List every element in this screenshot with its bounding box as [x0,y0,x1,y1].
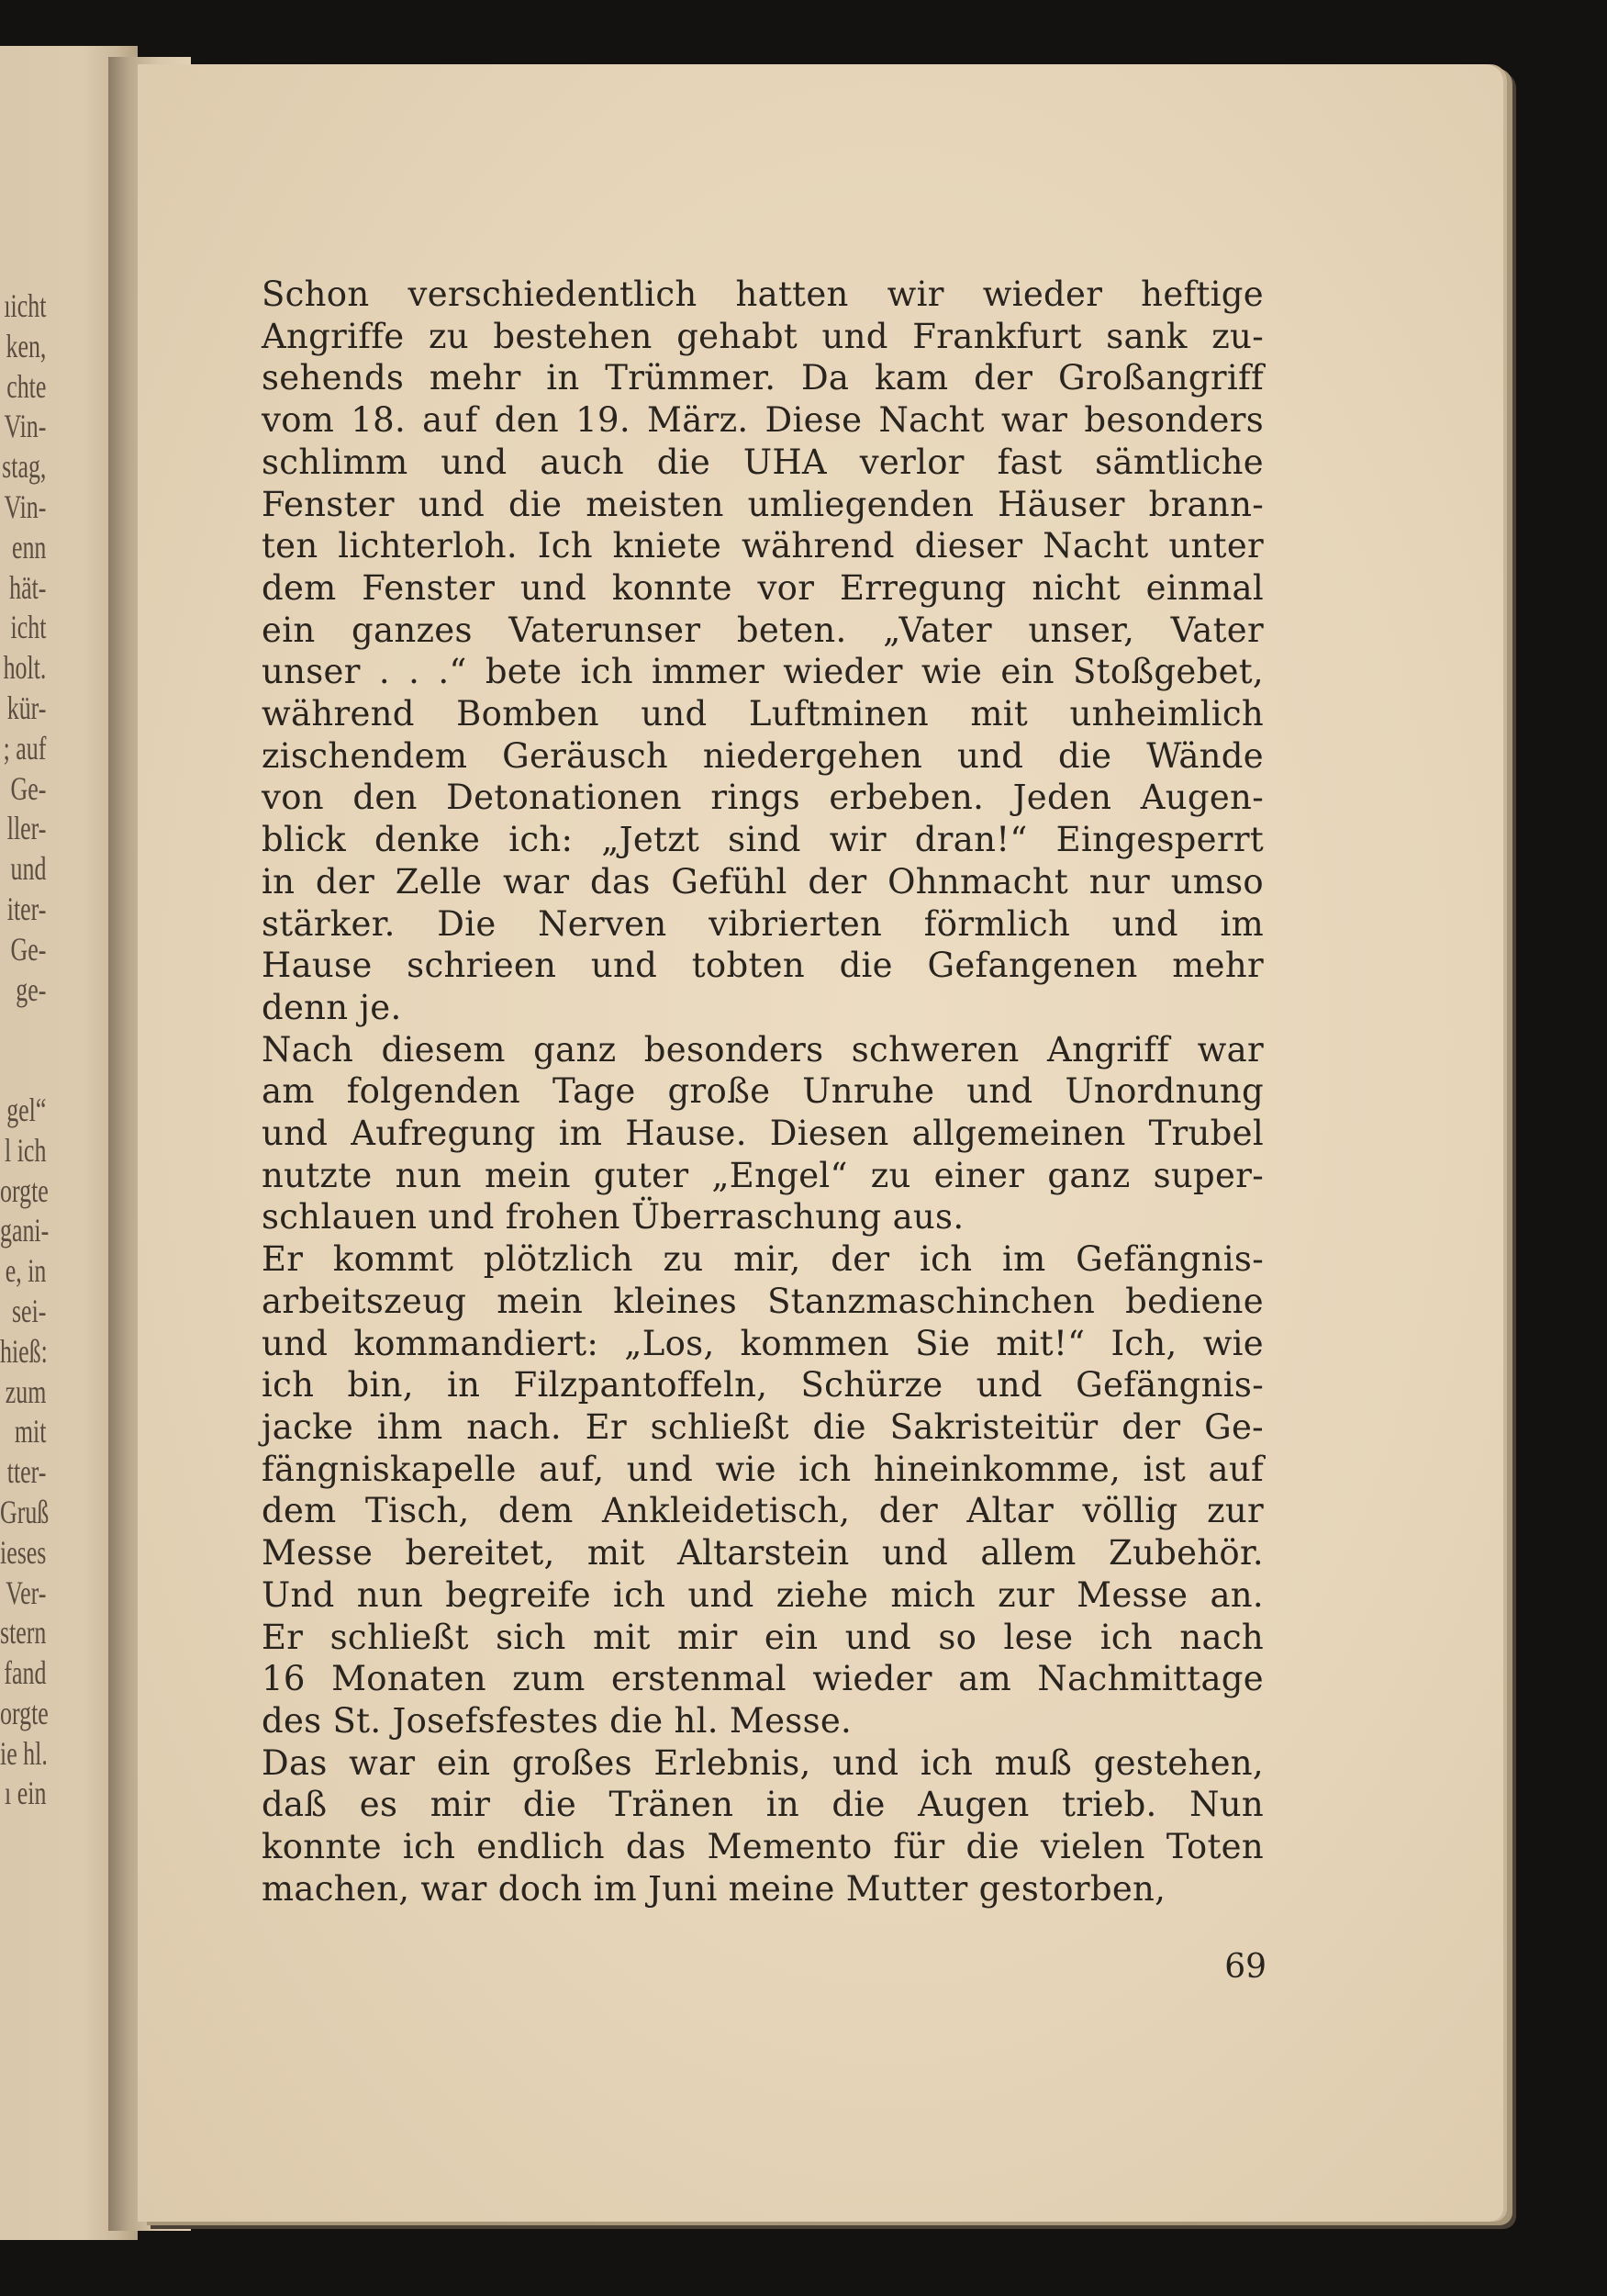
text-line: konnte ich endlich das Memento für die vielen Toten [262,1827,1264,1867]
text-line: Und nun begreife ich und ziehe mich zur Messe an. [262,1574,1264,1615]
previous-page-fragment: Vin- [4,408,47,445]
previous-page-fragment: Ver- [6,1574,47,1611]
previous-page-fragment: Vin- [4,487,47,525]
text-line: dem Fenster und konnte vor Erregung nicht einmal [262,567,1264,608]
text-line: Messe bereitet, mit Altarstein und allem Zubehör. [262,1533,1264,1574]
text-line: und kommandiert: „Los, kommen Sie mit!“ Ich, wie [262,1323,1264,1363]
text-line: dem Tisch, dem Ankleidetisch, der Altar völlig zur [262,1491,1264,1531]
text-line: und Aufregung im Hause. Diesen allgemeinen Trubel [262,1114,1264,1154]
text-line: ein ganzes Vaterunser beten. „Vater unser, Vater [262,610,1264,650]
previous-page-fragment: sei- [11,1292,47,1329]
text-line: jacke ihm nach. Er schließt die Sakristeitür der Ge- [262,1406,1264,1447]
text-line: arbeitszeug mein kleines Stanzmaschinchen bediene [262,1281,1264,1321]
text-line: sehends mehr in Trümmer. Da kam der Großangriff [262,358,1264,398]
previous-page-fragment: tter- [6,1453,47,1491]
text-line: Er schließt sich mit mir ein und so lese ich nach [262,1617,1264,1657]
text-line: 16 Monaten zum erstenmal wieder am Nachmittage [262,1659,1264,1699]
previous-page-fragment: e, in [5,1252,47,1290]
text-line: Er kommt plötzlich zu mir, der ich im Gefängnis- [262,1239,1264,1280]
previous-page-fragment: Ge- [10,769,47,807]
previous-page-fragment [0,1010,46,1050]
previous-page-fragment: stag, [2,448,47,486]
text-line: daß es mir die Tränen in die Augen trieb. Nun [262,1785,1264,1825]
text-line: schlimm und auch die UHA verlor fast sämtliche [262,442,1264,482]
previous-page-fragment: chte [6,367,47,405]
text-line: denn je. [262,987,402,1027]
previous-page-fragment: stern [0,1614,47,1652]
previous-page-fragment: zum [5,1372,47,1410]
previous-page-fragment: ie hl. [0,1734,48,1772]
previous-page-fragment: ken, [6,327,47,364]
previous-page-fragment: Gruß [0,1493,50,1530]
text-line: vom 18. auf den 19. März. Diese Nacht war besonders [262,400,1264,441]
text-line: machen, war doch im Juni meine Mutter gestorben, [262,1868,1166,1909]
previous-page-fragment: hieß: [0,1332,48,1370]
text-line: schlauen und frohen Überraschung aus. [262,1197,965,1238]
previous-page-fragment: Ge- [10,930,47,968]
text-line: am folgenden Tage große Unruhe und Unordnung [262,1071,1264,1112]
previous-page-fragment: enn [11,528,47,566]
text-line: Nach diesem ganz besonders schweren Angriff war [262,1029,1264,1070]
previous-page-fragment: orgte [0,1694,49,1731]
text-line: stärker. Die Nerven vibrierten förmlich und im [262,903,1264,944]
text-line: Angriffe zu bestehen gehabt und Frankfurt sank zu- [262,316,1264,356]
previous-page-fragment: mit [14,1413,47,1450]
text-line: zischendem Geräusch niedergehen und die Wände [262,735,1264,776]
previous-page-fragment: holt. [3,649,47,687]
previous-page-fragment: gani- [0,1212,50,1249]
previous-page-fragment: ller- [6,810,47,847]
text-line: des St. Josefsfestes die hl. Messe. [262,1700,853,1741]
text-line: während Bomben und Luftminen mit unheimlich [262,694,1264,734]
text-line: Schon verschiedentlich hatten wir wieder heftige [262,274,1264,314]
text-line: Fenster und die meisten umliegenden Häuser brann- [262,484,1264,524]
text-line: ich bin, in Filzpantoffeln, Schürze und Gefängnis- [262,1365,1264,1406]
text-line: Das war ein großes Erlebnis, und ich muß gestehen, [262,1742,1264,1783]
previous-page-fragment [0,1050,46,1091]
previous-page-fragment: l ich [5,1131,47,1169]
text-line: unser . . .“ bete ich immer wieder wie ein Stoßgebet, [262,652,1264,692]
text-line: fängniskapelle auf, und wie ich hineinkomme, ist auf [262,1449,1264,1489]
previous-page-fragment: orgte [0,1171,49,1209]
text-line: ten lichterloh. Ich kniete während dieser Nacht unter [262,526,1264,566]
previous-page-fragment: iter- [6,890,47,927]
text-line: Hause schrieen und tobten die Gefangenen mehr [262,946,1264,986]
previous-page-fragment: ge- [16,970,47,1008]
previous-page-fragment: icht [10,609,47,646]
page-number: 69 [1224,1948,1267,1986]
previous-page-fragment: ıicht [4,287,47,324]
page-body-text [262,274,1264,1910]
previous-page-fragment: gel“ [6,1091,47,1128]
previous-page-fragment: ieses [0,1533,47,1571]
previous-page-fragment: ; auf [3,729,47,767]
previous-page-fragment: ı ein [5,1775,47,1812]
previous-page-fragment: hät- [9,568,47,606]
previous-page-text-fragments [0,286,50,1814]
text-line: blick denke ich: „Jetzt sind wir dran!“ Eingesperrt [262,820,1264,860]
text-line: von den Detonationen rings erbeben. Jeden Augen- [262,778,1264,818]
previous-page-fragment: fand [4,1654,47,1692]
text-line: in der Zelle war das Gefühl der Ohnmacht nur umso [262,861,1264,902]
previous-page-fragment: und [10,850,47,888]
previous-page-fragment: kür- [6,689,47,726]
text-line: nutzte nun mein guter „Engel“ zu einer ganz super- [262,1155,1264,1195]
